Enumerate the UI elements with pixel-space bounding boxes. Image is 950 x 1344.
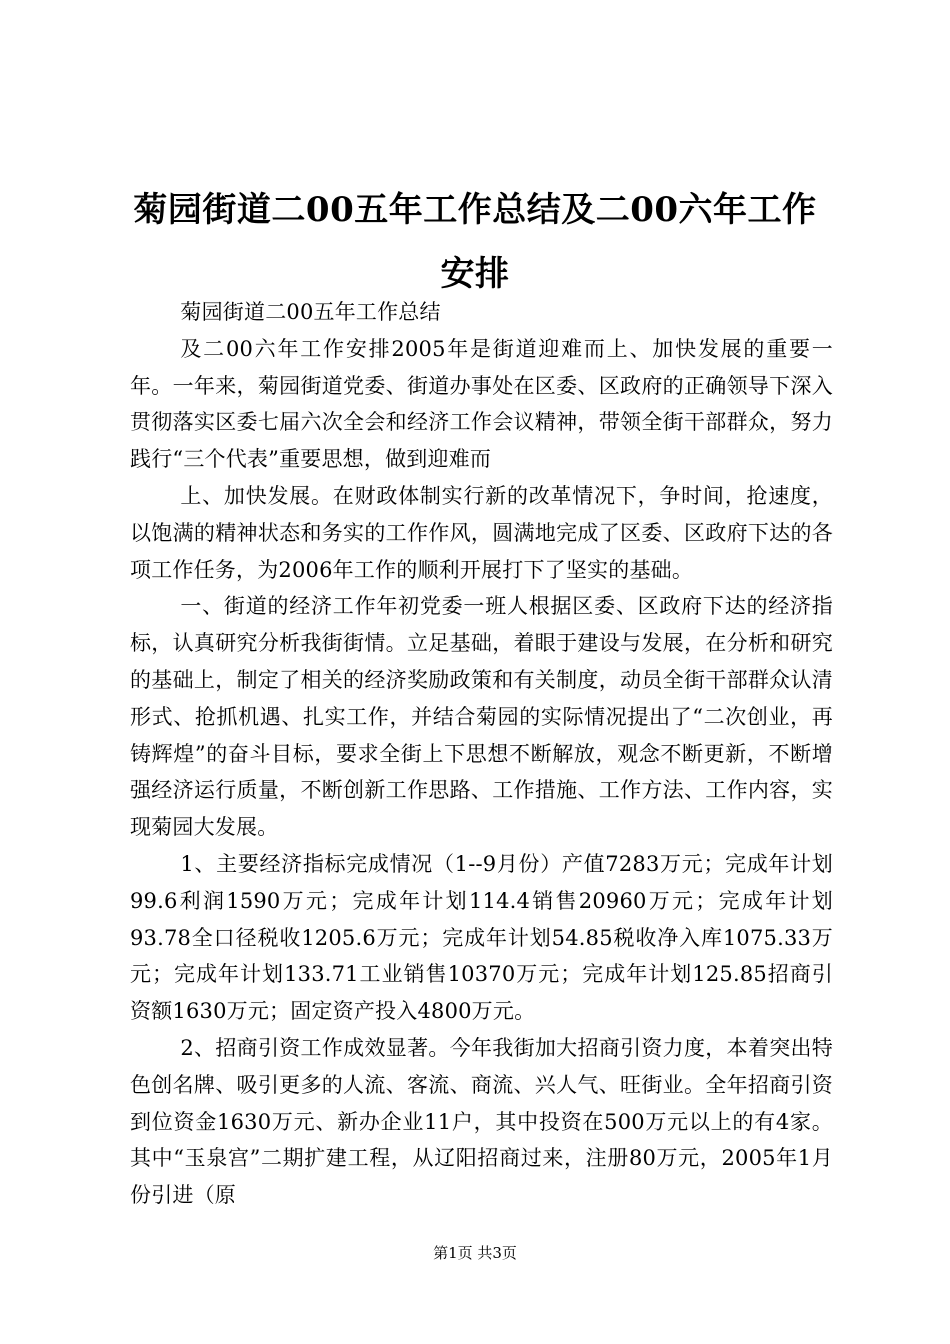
paragraph-intro: 及二00六年工作安排2005年是街道迎难而上、加快发展的重要一年。一年来，菊园街道党委、街道办事处在区委、区政府的正确领导下深入贯彻落实区委七届六次全会和经济工作会议精神，带领全街干部群众，努力践行“三个代表”重要思想，做到迎难而 xyxy=(130,336,833,472)
document-title: 菊园街道二00五年工作总结及二00六年工作安排 xyxy=(133,190,817,294)
page-number: 第1页 共3页 xyxy=(433,1244,517,1262)
paragraph-indicators: 1、主要经济指标完成情况（1--9月份）产值7283万元；完成年计划99.6利润1590万元；完成年计划114.4销售20960万元；完成年计划93.78全口径税收1205.6万元；完成年计划54.85税收净入库1075.33万元；完成年计划133.71工业销售10370万元；完成年计划125.85招商引资额1630万元；固定资产投入4800万元。 xyxy=(130,851,833,1024)
paragraph-continuation: 上、加快发展。在财政体制实行新的改革情况下，争时间，抢速度，以饱满的精神状态和务实的工作作风，圆满地完成了区委、区政府下达的各项工作任务，为2006年工作的顺利开展打下了坚实的基础。 xyxy=(130,483,833,582)
document-body xyxy=(130,294,833,1214)
paragraph-economic-work: 一、街道的经济工作年初党委一班人根据区委、区政府下达的经济指标，认真研究分析我街街情。立足基础，着眼于建设与发展，在分析和研究的基础上，制定了相关的经济奖励政策和有关制度，动员全街干部群众认清形式、抢抓机遇、扎实工作，并结合菊园的实际情况提出了“二次创业，再铸辉煌”的奋斗目标，要求全街上下思想不断解放，观念不断更新，不断增强经济运行质量，不断创新工作思路、工作措施、工作方法、工作内容，实现菊园大发展。 xyxy=(130,594,833,840)
paragraph-investment: 2、招商引资工作成效显著。今年我街加大招商引资力度，本着突出特色创名牌、吸引更多的人流、客流、商流、兴人气、旺街业。全年招商引资到位资金1630万元、新办企业11户，其中投资在500万元以上的有4家。其中“玉泉宫”二期扩建工程，从辽阳招商过来，注册80万元，2005年1月份引进（原 xyxy=(130,1035,833,1208)
paragraph-heading: 菊园街道二00五年工作总结 xyxy=(180,300,441,324)
